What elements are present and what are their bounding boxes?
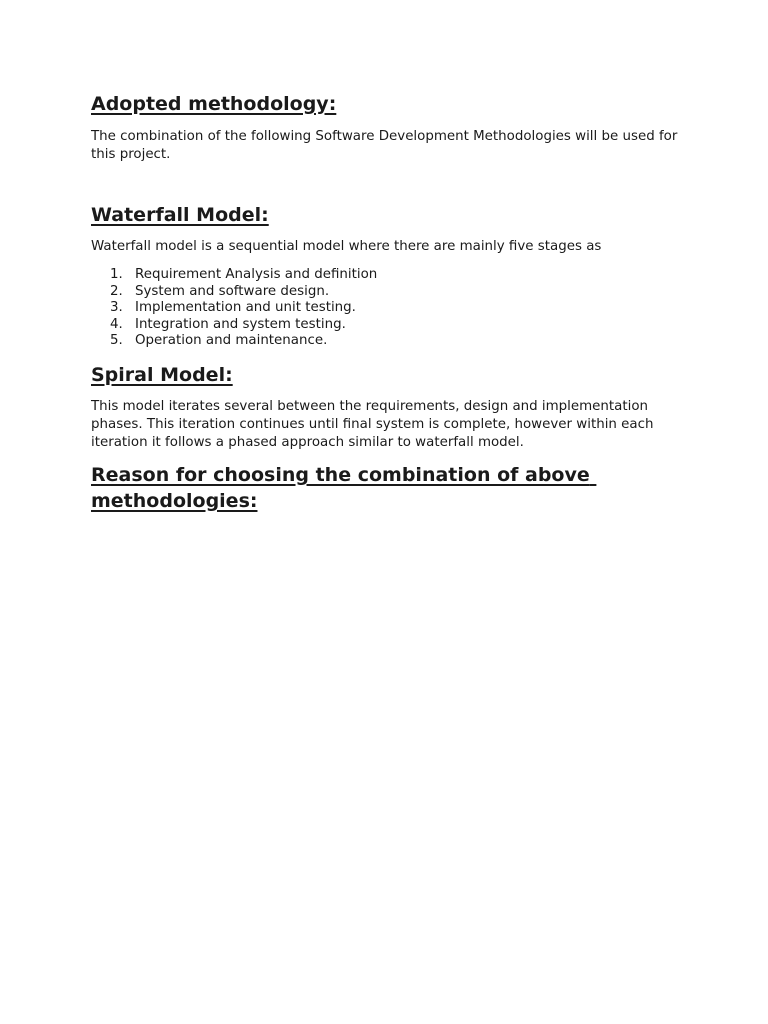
list-item (91, 300, 691, 317)
waterfall-model-text-block (91, 238, 691, 256)
spiral-model-section (91, 362, 691, 388)
waterfall-stages-list (91, 267, 691, 350)
spiral-model-text-block (91, 398, 691, 452)
spiral-model-heading: Spiral Model: (91, 364, 233, 386)
list-item (91, 284, 691, 301)
list-item (91, 267, 691, 284)
waterfall-stages-list-block (91, 267, 691, 350)
reason-heading: Reason for choosing the combination of above methodologies: (91, 464, 597, 512)
adopted-methodology-paragraph: The combination of the following Software Development Methodologies will be used for this project. (91, 129, 678, 162)
adopted-methodology-text-block (91, 128, 691, 164)
spiral-model-paragraph: This model iterates several between the requirements, design and implementation phases. This iteration continues until final system is complete, however within each iteration it follows a phased approach similar to waterfall model. (91, 399, 654, 450)
list-item-number: 5. (110, 333, 123, 349)
adopted-methodology-section (91, 91, 691, 117)
waterfall-model-section (91, 202, 691, 228)
list-item (91, 317, 691, 334)
list-item-text: Requirement Analysis and definition (135, 267, 378, 282)
list-item-number: 1. (110, 267, 123, 282)
list-item-text: Operation and maintenance. (135, 333, 328, 349)
reason-section (91, 462, 651, 514)
list-item-number: 3. (110, 300, 123, 316)
adopted-methodology-heading: Adopted methodology: (91, 93, 337, 115)
list-item-text: Implementation and unit testing. (135, 300, 356, 316)
list-item-text: System and software design. (135, 283, 330, 299)
waterfall-model-paragraph: Waterfall model is a sequential model where there are mainly five stages as (91, 239, 602, 254)
list-item-number: 4. (110, 316, 123, 332)
waterfall-model-heading: Waterfall Model: (91, 204, 269, 226)
list-item-text: Integration and system testing. (135, 316, 346, 332)
list-item-number: 2. (110, 283, 123, 299)
list-item (91, 333, 691, 350)
